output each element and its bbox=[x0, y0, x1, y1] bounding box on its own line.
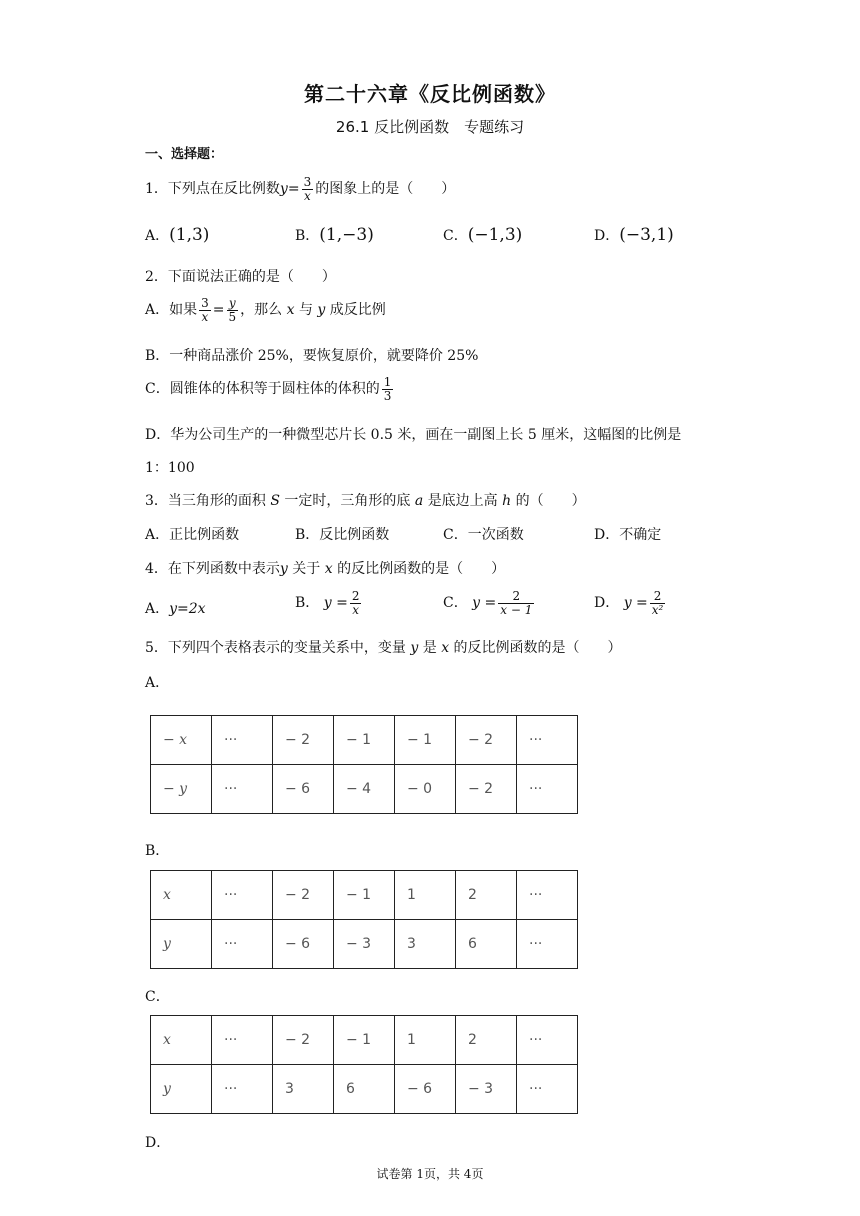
table-cell: ··· bbox=[212, 920, 273, 969]
option-label-d: D． bbox=[145, 1135, 171, 1151]
table-cell: − 0 bbox=[395, 765, 456, 814]
question-4-option-d: D． y = $\frac{2}{\text{x²}}$ bbox=[594, 589, 664, 617]
page-footer: 试卷第 1页，共 4页 bbox=[376, 1167, 484, 1181]
question-2-stem: 2．下面说法正确的是（ ） bbox=[145, 269, 336, 285]
table-cell: ··· bbox=[212, 1016, 273, 1065]
table-cell: − 3 bbox=[456, 1065, 517, 1114]
question-2-option-b: B．一种商品涨价 25%，要恢复原价，就要降价 25% bbox=[145, 348, 479, 364]
fraction: $\frac{2}{x}$ bbox=[351, 589, 360, 617]
question-1-option-a: A．(1,3) bbox=[145, 225, 210, 245]
table-cell: x bbox=[151, 1016, 212, 1065]
question-3-option-d: D．不确定 bbox=[594, 527, 662, 543]
table-row bbox=[151, 1016, 578, 1065]
table-cell: − 2 bbox=[456, 765, 517, 814]
table-cell: ··· bbox=[517, 765, 578, 814]
table-cell: y bbox=[151, 1065, 212, 1114]
table-cell: − 6 bbox=[273, 765, 334, 814]
table-cell: x bbox=[151, 871, 212, 920]
question-4-option-a: A．y=2x bbox=[145, 601, 206, 617]
page-title: 第二十六章《反比例函数》 bbox=[304, 82, 556, 106]
question-2-option-a: A．如果 $\frac{3}{x}$ = $\frac{y}{5}$ ，那么 x 与 y 成反比例 bbox=[145, 296, 386, 324]
table-cell: y bbox=[151, 920, 212, 969]
table-cell: − 2 bbox=[273, 1016, 334, 1065]
table-cell: ··· bbox=[212, 1065, 273, 1114]
fraction: $\frac{3}{x}$ bbox=[303, 175, 312, 203]
question-1-stem: 1．下列点在反比例数y= $\frac{3}{x}$ 的图象上的是（ ） bbox=[145, 175, 456, 203]
table-cell: 6 bbox=[334, 1065, 395, 1114]
question-4-option-b: B． y = $\frac{2}{x}$ bbox=[295, 589, 360, 617]
table-row bbox=[151, 1065, 578, 1114]
value-table-a bbox=[150, 715, 578, 814]
table-cell: − x bbox=[151, 716, 212, 765]
table-cell: − 1 bbox=[334, 716, 395, 765]
table-cell: − 1 bbox=[334, 871, 395, 920]
table-row bbox=[151, 920, 578, 969]
question-2-option-d-line2: 1：100 bbox=[145, 460, 195, 476]
question-1-option-d: D．(−3,1) bbox=[594, 225, 674, 245]
question-2-option-c: C．圆锥体的体积等于圆柱体的体积的 $\frac{1}{3}$ bbox=[145, 375, 392, 403]
table-cell: − 2 bbox=[273, 716, 334, 765]
fraction: $\frac{1}{3}$ bbox=[383, 375, 392, 403]
question-2-option-d-line1: D．华为公司生产的一种微型芯片长 0.5 米，画在一副图上长 5 厘米，这幅图的比例是 bbox=[145, 427, 682, 443]
table-cell: − 6 bbox=[273, 920, 334, 969]
table-cell: 1 bbox=[395, 1016, 456, 1065]
table-cell: − 6 bbox=[395, 1065, 456, 1114]
value-table-b bbox=[150, 870, 578, 969]
table-cell: ··· bbox=[517, 920, 578, 969]
table-cell: 3 bbox=[273, 1065, 334, 1114]
table-row bbox=[151, 716, 578, 765]
table-cell: − 3 bbox=[334, 920, 395, 969]
table-cell: − 4 bbox=[334, 765, 395, 814]
table-cell: 3 bbox=[395, 920, 456, 969]
table-cell: ··· bbox=[212, 871, 273, 920]
table-cell: 2 bbox=[456, 1016, 517, 1065]
table-cell: − y bbox=[151, 765, 212, 814]
table-cell: − 1 bbox=[395, 716, 456, 765]
table-row bbox=[151, 871, 578, 920]
table-cell: ··· bbox=[517, 716, 578, 765]
table-cell: ··· bbox=[517, 871, 578, 920]
table-cell: ··· bbox=[517, 1065, 578, 1114]
question-1-option-b: B．(1,−3) bbox=[295, 225, 374, 245]
fraction: $\frac{2}{x - 1}$ bbox=[500, 589, 533, 617]
option-label-c: C． bbox=[145, 989, 170, 1005]
table-cell: 1 bbox=[395, 871, 456, 920]
question-1-option-c: C．(−1,3) bbox=[443, 225, 523, 245]
option-label-a: A． bbox=[145, 675, 170, 691]
table-cell: − 2 bbox=[456, 716, 517, 765]
table-cell: ··· bbox=[212, 765, 273, 814]
question-4-stem: 4．在下列函数中表示y 关于 x 的反比例函数的是（ ） bbox=[145, 561, 506, 577]
page-subtitle: 26.1 反比例函数 专题练习 bbox=[335, 118, 525, 136]
question-4-option-c: C． y = $\frac{2}{x - 1}$ bbox=[443, 589, 533, 617]
fraction: $\frac{3}{x}$ bbox=[201, 296, 209, 324]
table-row bbox=[151, 765, 578, 814]
table-cell: 2 bbox=[456, 871, 517, 920]
question-3-option-a: A．正比例函数 bbox=[145, 527, 240, 543]
table-cell: − 2 bbox=[273, 871, 334, 920]
table-cell: ··· bbox=[517, 1016, 578, 1065]
question-3-option-b: B．反比例函数 bbox=[295, 527, 390, 543]
option-label-b: B． bbox=[145, 843, 170, 859]
fraction: $\frac{y}{5}$ bbox=[228, 296, 237, 324]
table-cell: ··· bbox=[212, 716, 273, 765]
question-5-stem: 5．下列四个表格表示的变量关系中，变量 y 是 x 的反比例函数的是（ ） bbox=[145, 640, 622, 656]
fraction: $\frac{2}{\text{x²}}$ bbox=[651, 589, 664, 617]
question-3-option-c: C．一次函数 bbox=[443, 527, 524, 543]
table-cell: 6 bbox=[456, 920, 517, 969]
section-heading: 一、选择题： bbox=[145, 147, 224, 162]
question-3-stem: 3．当三角形的面积 S 一定时，三角形的底 a 是底边上高 h 的（ ） bbox=[145, 493, 586, 509]
table-cell: − 1 bbox=[334, 1016, 395, 1065]
value-table-c bbox=[150, 1015, 578, 1114]
